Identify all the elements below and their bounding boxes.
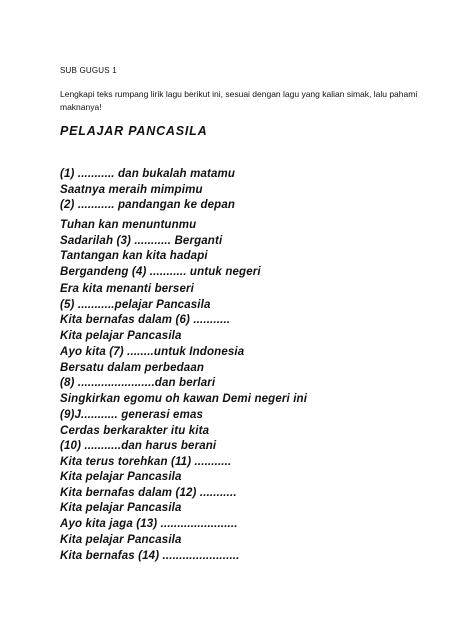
lyric-line: Bersatu dalam perbedaan [60,361,205,374]
lyric-line: Kita bernafas dalam (6) ........... [60,314,231,326]
lyric-line: (1) ........... dan bukalah matamu [60,168,236,180]
lyric-line: Saatnya meraih mimpimu [60,183,203,196]
stanza-5 [60,408,440,470]
lyric-line: Kita terus torehkan (11) ........... [60,455,232,468]
stanza-4 [60,345,440,407]
lyric-line: Kita pelajar Pancasila [60,329,182,342]
lyric-line: Singkirkan egomu oh kawan Demi negeri ini [60,392,308,405]
lyric-line: Bergandeng (4) ........... untuk negeri [60,265,261,278]
lyric-line: (8) .......................dan berlari [60,377,216,389]
lyric-line: Ayo kita jaga (13) ....................... [60,517,238,530]
lyric-line: Kita bernafas (14) ....................... [60,549,240,562]
stanza-7 [60,533,440,564]
lyric-line: Tantangan kan kita hadapi [60,250,208,262]
song-title: PELAJAR PANCASILA [60,124,208,138]
stanza-6 [60,470,440,532]
lyric-line: Cerdas berkarakter itu kita [60,424,210,437]
lyric-line: Sadarilah (3) ........... Berganti [60,234,223,247]
lyric-line: Ayo kita (7) ........untuk Indonesia [60,346,245,358]
stanza-3 [60,282,440,344]
lyric-line: (2) ........... pandangan ke depan [60,199,236,211]
instruction-text: Lengkapi teks rumpang lirik lagu berikut ini, sesuai dengan lagu yang kalian simak, lalu pahami maknanya! [60,89,418,112]
lyric-line: Era kita menanti berseri [60,283,194,295]
stanza-2 [60,218,440,280]
lyric-line: (5) ...........pelajar Pancasila [60,298,211,311]
lyric-line: Kita pelajar Pancasila [60,502,182,514]
sub-title: SUB GUGUS 1 [60,66,117,75]
lyric-line: Kita pelajar Pancasila [60,471,182,483]
stanza-1 [60,167,440,214]
lyric-line: (10) ...........dan harus berani [60,440,217,452]
lyric-line: Kita bernafas dalam (12) ........... [60,486,237,499]
lyric-line: Tuhan kan menuntunmu [60,219,197,231]
lyric-line: Kita pelajar Pancasila [60,534,182,546]
lyric-line: (9)J........... generasi emas [60,409,204,421]
